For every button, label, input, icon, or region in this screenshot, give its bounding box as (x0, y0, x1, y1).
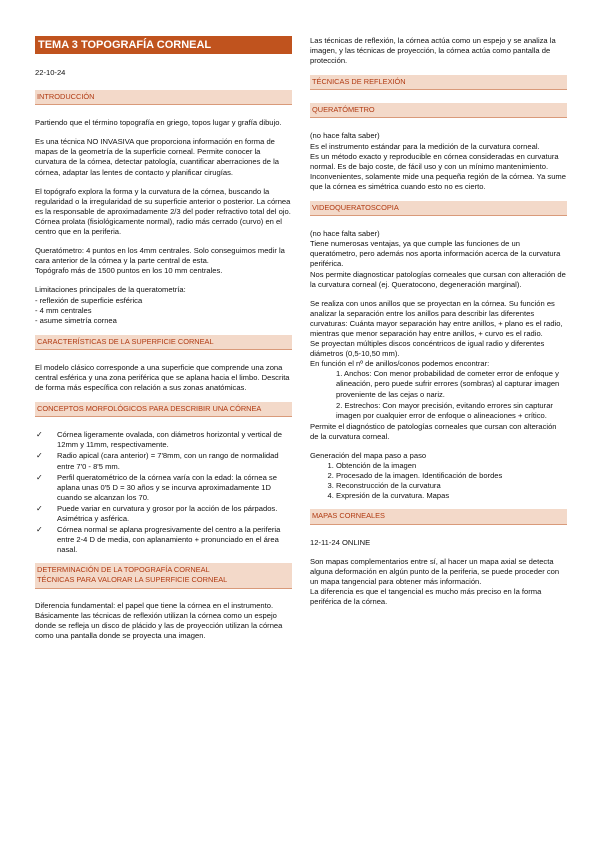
paragraph: Son mapas complementarios entre sí, al hacer un mapa axial se detecta alguna deformación en algún punto de la periferia, se puede proceder con un mapa tangencial para obtener más información. (310, 556, 560, 586)
list-title: Limitaciones principales de la queratometría: (35, 285, 186, 295)
limitations-list (35, 285, 292, 325)
paragraph: Topógrafo más de 1500 puntos en los 10 mm centrales. (35, 266, 223, 276)
paragraph: Es un método exacto y reproducible en córnea consideradas en curvatura normal. Es de bajo coste, de fácil uso y con un mínimo mantenimiento. (310, 151, 559, 171)
section-heading-introduccion: INTRODUCCIÓN (35, 90, 292, 105)
list-item: 1. Anchos: Con menor probabilidad de cometer error de enfoque y alineación, pero puede sufrir errores (sombras) al capturar imagen proveniente de las cejas o nariz. (336, 369, 560, 399)
paragraph: Tiene numerosas ventajas, ya que cumple las funciones de un queratómetro, pero además nos aporta información acerca de la curvatura periférica. (310, 239, 561, 269)
paragraph: Las técnicas de reflexión, la córnea actúa como un espejo y se analiza la imagen, y las técnicas de proyección, la córnea actúa como pantalla de protección. (310, 36, 556, 66)
section-heading-caracteristicas: CARACTERÍSTICAS DE LA SUPERFICIE CORNEAL (35, 335, 292, 350)
right-column (310, 36, 567, 607)
list-item: ✓ Radio apical (cara anterior) = 7'8mm, con un rango de normalidad entre 7'0 - 8'5 mm. (36, 451, 279, 471)
left-column (35, 36, 292, 650)
check-icon: ✓ (36, 430, 43, 440)
conceptos-list (35, 430, 292, 555)
section-heading-conceptos: CONCEPTOS MORFOLÓGICOS PARA DESCRIBIR UNA CÓRNEA (35, 402, 292, 417)
section-heading-tecnicas-reflexion: TÉCNICAS DE REFLEXIÓN (310, 75, 567, 90)
paragraph: (no hace falta saber) (310, 131, 380, 141)
check-icon: ✓ (36, 503, 43, 513)
list-item: 3. Reconstrucción de la curvatura (336, 481, 567, 491)
paragraph: Permite el diagnóstico de patologías corneales que cursan con alteración de la curvatura corneal. (310, 421, 557, 441)
list-title: Generación del mapa paso a paso (310, 451, 427, 460)
paragraph: Nos permite diagnosticar patologías corneales que cursan con alteración de la curvatura corneal (ej. Queratocono, degeneración marginal). (310, 269, 566, 289)
paragraph: Se realiza con unos anillos que se proyectan en la córnea. Su función es analizar la separación entre los anillos para describir las diferentes curvaturas: Cuánta mayor separación hay entre anillos, + plano es el radio, mientras que menor separación hay entre anillos, + curvo es el radio. (310, 298, 563, 338)
list-item: - 4 mm centrales (35, 305, 92, 315)
list-item: ✓ Córnea ligeramente ovalada, con diámetros horizontal y vertical de 12mm y 11mm, respectivamente. (36, 430, 282, 450)
paragraph: Inconvenientes, solamente mide una pequeña región de la córnea. Ya sume que la córnea es simétrica cuando esto no es cierto. (310, 171, 566, 191)
paragraph: En función el nº de anillos/conos podemos encontrar: (310, 359, 490, 369)
paragraph: Partiendo que el término topografía en griego, topos lugar y grafía dibujo. (35, 118, 282, 128)
paragraph: La diferencia es que el tangencial es mucho más preciso en la forma periférica de la córnea. (310, 586, 542, 607)
section-heading-queratometro: QUERATÓMETRO (310, 103, 567, 118)
list-item: - reflexión de superficie esférica (35, 295, 143, 305)
steps-list (310, 461, 567, 501)
list-item: 1. Obtención de la imagen (336, 461, 567, 471)
paragraph: Es una técnica NO INVASIVA que proporciona información en forma de mapas de la geometría de la superficie corneal. Permite conocer la curvatura de la córnea, detectar patología, cuantificar aberraciones de la córnea, adaptar las lentes de contacto y planificar cirugías. (35, 137, 279, 177)
list-item: 2. Estrechos: Con mayor precisión, evitando errores sin capturar imagen por cualquier error de enfoque o alineaciones + crítico. (336, 400, 553, 420)
paragraph: Queratómetro: 4 puntos en los 4mm centrales. Solo conseguimos medir la cara anterior de la córnea y la parte central de esta. (35, 246, 285, 266)
list-item: - asume simetría cornea (35, 315, 117, 325)
section-heading-mapas: MAPAS CORNEALES (310, 509, 567, 524)
date-label: 22-10-24 (35, 68, 66, 77)
paragraph: Se proyectan múltiples discos concéntricos de igual radio y diferentes diámetros (0,5-10,50 mm). (310, 339, 545, 359)
check-icon: ✓ (36, 525, 43, 535)
paragraph: El topógrafo explora la forma y la curvatura de la córnea, buscando la regularidad o la irregularidad de su superficie anterior o posterior. La córnea es la responsable de aproximadamente 2/3 del poder refractivo total del ojo. Córnea prolata (fisiológicamente normal), radio más cerrado (curvo) en el centro que en la periferia. (35, 186, 291, 237)
section-heading-determinacion: DETERMINACIÓN DE LA TOPOGRAFÍA CORNEAL TÉCNICAS PARA VALORAR LA SUPERFICIE CORNEAL (35, 563, 292, 588)
list-item: 4. Expresión de la curvatura. Mapas (336, 491, 567, 501)
paragraph: Diferencia fundamental: el papel que tiene la córnea en el instrumento. Básicamente las técnicas de reflexión utilizan la córnea como un espejo donde se refleja un disco de plácido y las de proyección utilizan la córnea como una pantalla donde se proyecta una imagen. (35, 600, 283, 640)
section-heading-videoqueratoscopia: VIDEOQUERATOSCOPIA (310, 201, 567, 216)
paragraph: Es el instrumento estándar para la medición de la curvatura corneal. (310, 141, 540, 151)
check-icon: ✓ (36, 451, 43, 461)
paragraph: El modelo clásico corresponde a una superficie que comprende una zona central esférica y una zona periférica que se aplana hacia el limbo. Descrita de forma más específica con relación a sus zonas anatómicas. (35, 362, 290, 393)
paragraph: (no hace falta saber) (310, 229, 380, 239)
list-item: ✓ Puede variar en curvatura y grosor por la acción de los párpados. Asimétrica y asférica. (36, 503, 278, 523)
list-item: ✓ Perfil queratométrico de la córnea varía con la edad: la córnea se aplana unas 0'5 D = 30 años y se incurva aproximadamente 1D cuando se alcanzan los 70. (36, 472, 277, 502)
date-label: 12-11-24 ONLINE (310, 537, 371, 547)
list-item: 2. Procesado de la imagen. Identificación de bordes (336, 471, 567, 481)
document-title: TEMA 3 TOPOGRAFÍA CORNEAL (35, 36, 292, 54)
list-item: ✓ Córnea normal se aplana progresivamente del centro a la periferia entre 2-4 D de media, con aplanamiento + pronunciado en el área nasal. (36, 525, 281, 555)
check-icon: ✓ (36, 472, 43, 482)
